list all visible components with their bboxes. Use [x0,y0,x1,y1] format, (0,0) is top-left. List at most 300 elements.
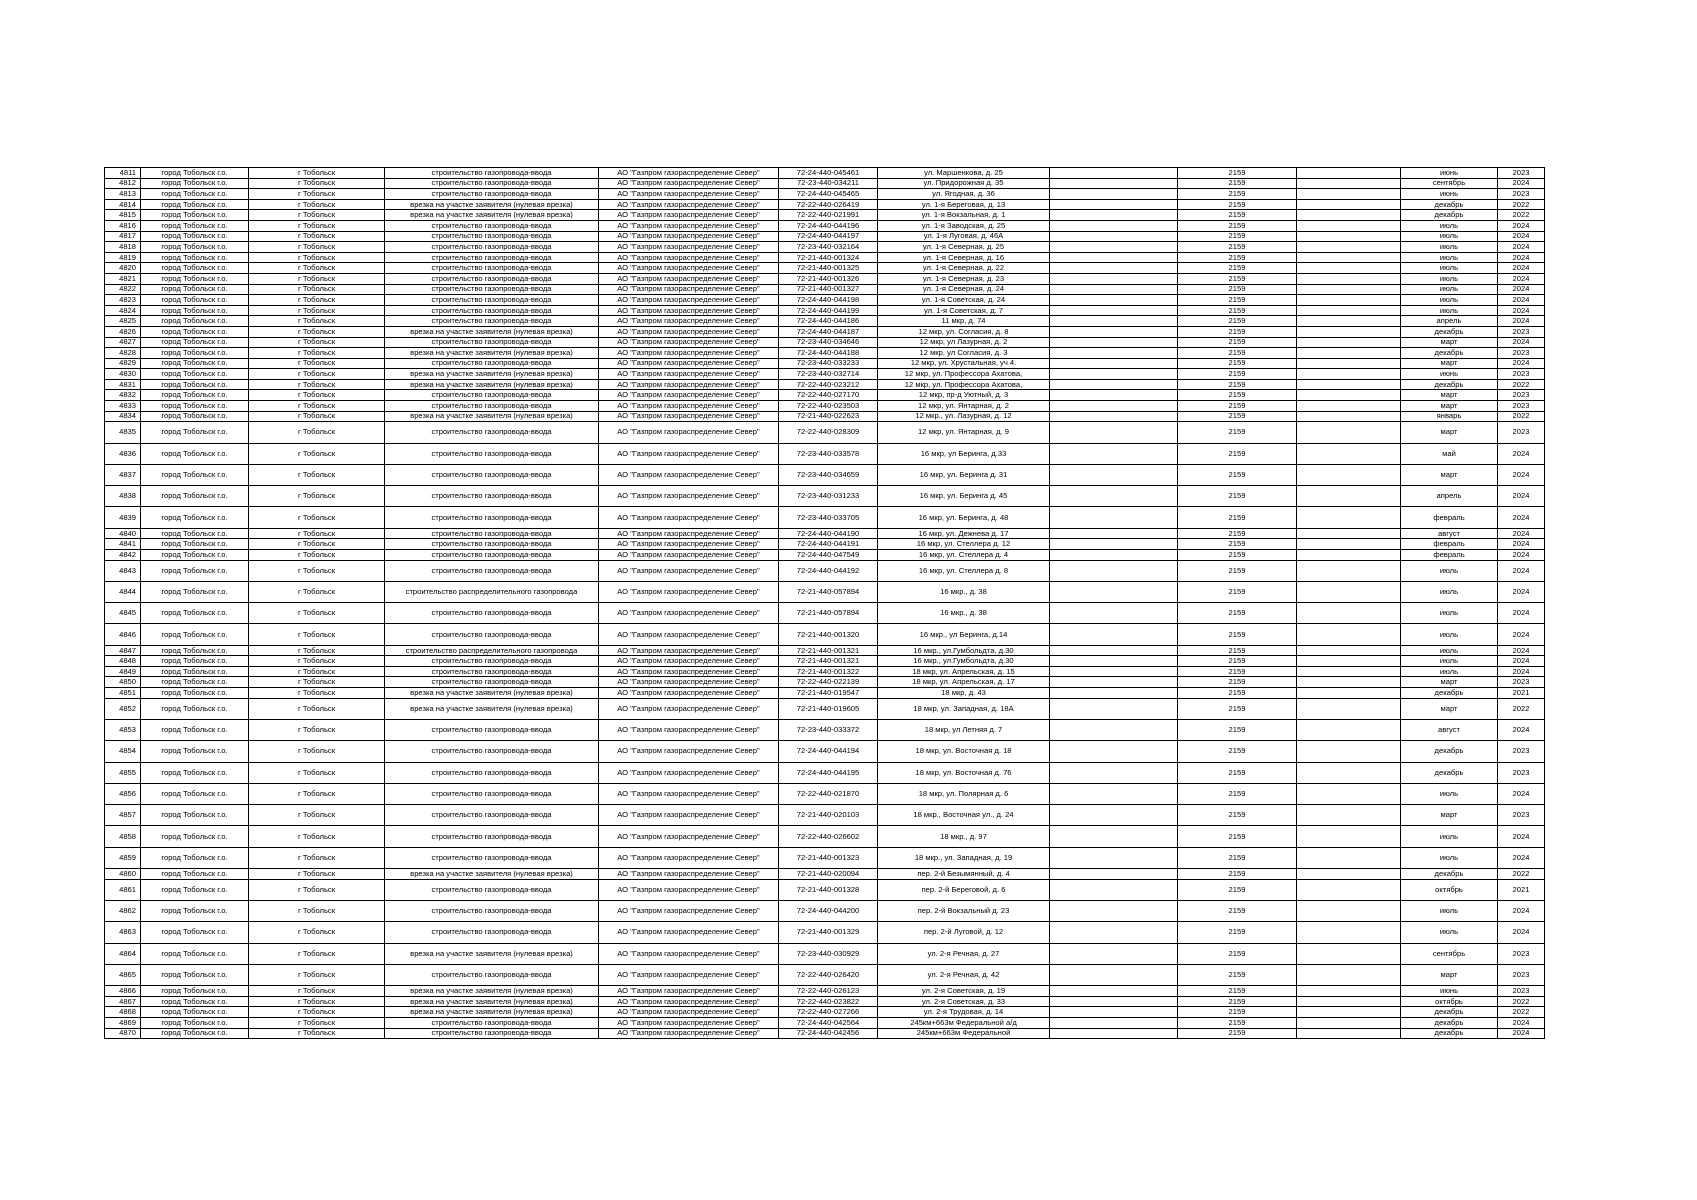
address-cell: ул. 1-я Береговая, д. 13 [878,199,1050,210]
month-cell: июнь [1401,369,1498,380]
year-cell: 2024 [1498,263,1545,274]
empty-cell [1297,220,1401,231]
empty-cell [1297,528,1401,539]
code-cell: 2159 [1178,719,1297,740]
table-row [105,666,1545,677]
municipality-cell: город Тобольск г.о. [141,358,249,369]
address-cell: пер. 2-й Вокзальный д. 23 [878,900,1050,921]
work-type-cell: врезка на участке заявителя (нулевая врезка) [385,688,599,699]
empty-cell [1050,581,1178,602]
year-cell: 2024 [1498,231,1545,242]
address-cell: 12 мкр, ул. Янтарная, д. 2 [878,401,1050,412]
row-number: 4812 [105,178,141,189]
organization-cell: АО "Газпром газораспределение Север" [599,1017,779,1028]
table-row [105,645,1545,656]
row-number: 4840 [105,528,141,539]
municipality-cell: город Тобольск г.о. [141,189,249,200]
organization-cell: АО "Газпром газораспределение Север" [599,847,779,868]
work-type-cell: врезка на участке заявителя (нулевая врезка) [385,986,599,997]
code-cell: 2159 [1178,603,1297,624]
empty-cell [1050,986,1178,997]
city-cell: г Тобольск [249,656,385,667]
city-cell: г Тобольск [249,698,385,719]
work-type-cell: строительство газопровода-ввода [385,805,599,826]
application-number-cell: 72-22-440-027266 [779,1007,878,1018]
municipality-cell: город Тобольск г.о. [141,719,249,740]
municipality-cell: город Тобольск г.о. [141,464,249,485]
organization-cell: АО "Газпром газораспределение Север" [599,284,779,295]
code-cell: 2159 [1178,645,1297,656]
month-cell: февраль [1401,549,1498,560]
municipality-cell: город Тобольск г.о. [141,305,249,316]
month-cell: август [1401,528,1498,539]
application-number-cell: 72-21-440-001325 [779,263,878,274]
empty-cell [1050,295,1178,306]
month-cell: июль [1401,656,1498,667]
municipality-cell: город Тобольск г.о. [141,273,249,284]
application-number-cell: 72-22-440-026123 [779,986,878,997]
month-cell: декабрь [1401,379,1498,390]
city-cell: г Тобольск [249,1028,385,1039]
work-type-cell: врезка на участке заявителя (нулевая врезка) [385,199,599,210]
address-cell: 18 мкр., д. 97 [878,826,1050,847]
address-cell: 16 мкр, ул. Стеллера д. 4 [878,549,1050,560]
municipality-cell: город Тобольск г.о. [141,560,249,581]
row-number: 4830 [105,369,141,380]
city-cell: г Тобольск [249,624,385,645]
address-cell: 16 мкр, ул. Беринга, д. 48 [878,507,1050,528]
work-type-cell: строительство газопровода-ввода [385,603,599,624]
row-number: 4833 [105,401,141,412]
work-type-cell: строительство газопровода-ввода [385,666,599,677]
address-cell: 16 мкр., д. 38 [878,581,1050,602]
code-cell: 2159 [1178,900,1297,921]
work-type-cell: строительство газопровода-ввода [385,178,599,189]
year-cell: 2022 [1498,698,1545,719]
table-row [105,581,1545,602]
organization-cell: АО "Газпром газораспределение Север" [599,295,779,306]
municipality-cell: город Тобольск г.о. [141,922,249,943]
empty-cell [1297,401,1401,412]
month-cell: июль [1401,273,1498,284]
month-cell: июль [1401,900,1498,921]
empty-cell [1050,486,1178,507]
empty-cell [1297,1017,1401,1028]
municipality-cell: город Тобольск г.о. [141,656,249,667]
empty-cell [1297,305,1401,316]
address-cell: пер. 2-й Луговой, д. 12 [878,922,1050,943]
application-number-cell: 72-24-440-042456 [779,1028,878,1039]
table-row [105,210,1545,221]
year-cell: 2024 [1498,624,1545,645]
code-cell: 2159 [1178,688,1297,699]
city-cell: г Тобольск [249,443,385,464]
month-cell: июль [1401,560,1498,581]
month-cell: декабрь [1401,741,1498,762]
work-type-cell: строительство газопровода-ввода [385,528,599,539]
empty-cell [1050,231,1178,242]
work-type-cell: строительство газопровода-ввода [385,464,599,485]
city-cell: г Тобольск [249,337,385,348]
empty-cell [1297,231,1401,242]
city-cell: г Тобольск [249,805,385,826]
month-cell: июль [1401,826,1498,847]
spreadsheet-page [104,167,1544,1039]
work-type-cell: врезка на участке заявителя (нулевая врезка) [385,1007,599,1018]
address-cell: ул. 1-я Вокзальная, д. 1 [878,210,1050,221]
municipality-cell: город Тобольск г.о. [141,826,249,847]
row-number: 4859 [105,847,141,868]
application-number-cell: 72-21-440-001328 [779,879,878,900]
table-row [105,1017,1545,1028]
work-type-cell: строительство газопровода-ввода [385,879,599,900]
year-cell: 2024 [1498,464,1545,485]
work-type-cell: врезка на участке заявителя (нулевая врезка) [385,379,599,390]
code-cell: 2159 [1178,656,1297,667]
municipality-cell: город Тобольск г.о. [141,1017,249,1028]
code-cell: 2159 [1178,528,1297,539]
organization-cell: АО "Газпром газораспределение Север" [599,539,779,550]
address-cell: 18 мкр., ул. Западная, д. 19 [878,847,1050,868]
month-cell: март [1401,337,1498,348]
table-row [105,507,1545,528]
row-number: 4860 [105,869,141,880]
organization-cell: АО "Газпром газораспределение Север" [599,379,779,390]
city-cell: г Тобольск [249,560,385,581]
month-cell: апрель [1401,486,1498,507]
code-cell: 2159 [1178,295,1297,306]
address-cell: 18 мкр., Восточная ул., д. 24 [878,805,1050,826]
code-cell: 2159 [1178,252,1297,263]
application-number-cell: 72-23-440-030929 [779,943,878,964]
municipality-cell: город Тобольск г.о. [141,252,249,263]
municipality-cell: город Тобольск г.о. [141,847,249,868]
row-number: 4869 [105,1017,141,1028]
table-row [105,411,1545,422]
row-number: 4820 [105,263,141,274]
work-type-cell: врезка на участке заявителя (нулевая врезка) [385,411,599,422]
empty-cell [1297,326,1401,337]
application-number-cell: 72-24-440-044199 [779,305,878,316]
empty-cell [1050,688,1178,699]
month-cell: июль [1401,252,1498,263]
municipality-cell: город Тобольск г.о. [141,178,249,189]
empty-cell [1050,964,1178,985]
application-number-cell: 72-21-440-001321 [779,656,878,667]
year-cell: 2024 [1498,178,1545,189]
municipality-cell: город Тобольск г.о. [141,986,249,997]
work-type-cell: строительство газопровода-ввода [385,549,599,560]
table-row [105,677,1545,688]
municipality-cell: город Тобольск г.о. [141,539,249,550]
application-number-cell: 72-21-440-019547 [779,688,878,699]
city-cell: г Тобольск [249,507,385,528]
table-row [105,348,1545,359]
year-cell: 2023 [1498,326,1545,337]
table-row [105,688,1545,699]
empty-cell [1050,178,1178,189]
year-cell: 2024 [1498,305,1545,316]
address-cell: 12 мкр, ул Согласия, д. 3 [878,348,1050,359]
year-cell: 2023 [1498,401,1545,412]
code-cell: 2159 [1178,284,1297,295]
municipality-cell: город Тобольск г.о. [141,295,249,306]
empty-cell [1297,422,1401,443]
work-type-cell: строительство газопровода-ввода [385,677,599,688]
code-cell: 2159 [1178,677,1297,688]
municipality-cell: город Тобольск г.о. [141,996,249,1007]
organization-cell: АО "Газпром газораспределение Север" [599,964,779,985]
city-cell: г Тобольск [249,677,385,688]
organization-cell: АО "Газпром газораспределение Север" [599,624,779,645]
municipality-cell: город Тобольск г.о. [141,263,249,274]
empty-cell [1050,1028,1178,1039]
application-number-cell: 72-23-440-032714 [779,369,878,380]
code-cell: 2159 [1178,305,1297,316]
month-cell: декабрь [1401,869,1498,880]
year-cell: 2024 [1498,1028,1545,1039]
row-number: 4835 [105,422,141,443]
empty-cell [1297,379,1401,390]
code-cell: 2159 [1178,1017,1297,1028]
table-row [105,624,1545,645]
empty-cell [1050,783,1178,804]
address-cell: 245км+663м Федеральной [878,1028,1050,1039]
application-number-cell: 72-24-440-044194 [779,741,878,762]
code-cell: 2159 [1178,369,1297,380]
address-cell: ул. 1-я Советская, д. 7 [878,305,1050,316]
work-type-cell: строительство газопровода-ввода [385,358,599,369]
empty-cell [1297,826,1401,847]
work-type-cell: строительство газопровода-ввода [385,922,599,943]
work-type-cell: строительство газопровода-ввода [385,507,599,528]
code-cell: 2159 [1178,189,1297,200]
table-row [105,443,1545,464]
code-cell: 2159 [1178,379,1297,390]
empty-cell [1297,698,1401,719]
municipality-cell: город Тобольск г.о. [141,443,249,464]
empty-cell [1050,1007,1178,1018]
empty-cell [1297,273,1401,284]
data-table [104,167,1545,1039]
work-type-cell: врезка на участке заявителя (нулевая врезка) [385,369,599,380]
row-number: 4852 [105,698,141,719]
empty-cell [1050,549,1178,560]
code-cell: 2159 [1178,826,1297,847]
empty-cell [1297,922,1401,943]
empty-cell [1297,242,1401,253]
organization-cell: АО "Газпром газораспределение Север" [599,603,779,624]
year-cell: 2024 [1498,486,1545,507]
row-number: 4858 [105,826,141,847]
city-cell: г Тобольск [249,231,385,242]
empty-cell [1297,560,1401,581]
organization-cell: АО "Газпром газораспределение Север" [599,805,779,826]
address-cell: 18 мкр, ул. Восточная д. 18 [878,741,1050,762]
address-cell: 16 мкр, ул. Беринга д. 45 [878,486,1050,507]
row-number: 4847 [105,645,141,656]
city-cell: г Тобольск [249,220,385,231]
row-number: 4829 [105,358,141,369]
row-number: 4837 [105,464,141,485]
row-number: 4865 [105,964,141,985]
application-number-cell: 72-22-440-027170 [779,390,878,401]
month-cell: октябрь [1401,879,1498,900]
city-cell: г Тобольск [249,879,385,900]
address-cell: ул. 1-я Северная, д. 24 [878,284,1050,295]
code-cell: 2159 [1178,326,1297,337]
empty-cell [1050,603,1178,624]
empty-cell [1297,1028,1401,1039]
row-number: 4855 [105,762,141,783]
organization-cell: АО "Газпром газораспределение Север" [599,464,779,485]
address-cell: 18 мкр, ул Летняя д. 7 [878,719,1050,740]
month-cell: июнь [1401,189,1498,200]
year-cell: 2024 [1498,900,1545,921]
empty-cell [1050,698,1178,719]
month-cell: сентябрь [1401,943,1498,964]
year-cell: 2021 [1498,688,1545,699]
application-number-cell: 72-22-440-023212 [779,379,878,390]
city-cell: г Тобольск [249,273,385,284]
table-row [105,900,1545,921]
address-cell: 16 мкр, ул. Дежнева д. 17 [878,528,1050,539]
empty-cell [1050,273,1178,284]
city-cell: г Тобольск [249,847,385,868]
table-row [105,263,1545,274]
address-cell: 16 мкр, ул. Стеллера д. 12 [878,539,1050,550]
month-cell: июнь [1401,986,1498,997]
empty-cell [1050,900,1178,921]
empty-cell [1050,805,1178,826]
row-number: 4832 [105,390,141,401]
year-cell: 2024 [1498,581,1545,602]
year-cell: 2024 [1498,273,1545,284]
empty-cell [1297,783,1401,804]
month-cell: декабрь [1401,1028,1498,1039]
city-cell: г Тобольск [249,284,385,295]
organization-cell: АО "Газпром газораспределение Север" [599,1028,779,1039]
empty-cell [1297,337,1401,348]
code-cell: 2159 [1178,464,1297,485]
city-cell: г Тобольск [249,666,385,677]
year-cell: 2023 [1498,422,1545,443]
organization-cell: АО "Газпром газораспределение Север" [599,486,779,507]
year-cell: 2023 [1498,805,1545,826]
work-type-cell: строительство газопровода-ввода [385,539,599,550]
address-cell: 18 мкр, ул. Апрельская, д. 17 [878,677,1050,688]
code-cell: 2159 [1178,390,1297,401]
address-cell: 245км+663м Федеральной а/д [878,1017,1050,1028]
application-number-cell: 72-23-440-034659 [779,464,878,485]
table-row [105,1028,1545,1039]
city-cell: г Тобольск [249,486,385,507]
empty-cell [1050,443,1178,464]
empty-cell [1050,369,1178,380]
month-cell: июль [1401,666,1498,677]
municipality-cell: город Тобольск г.о. [141,805,249,826]
table-row [105,369,1545,380]
month-cell: январь [1401,411,1498,422]
row-number: 4814 [105,199,141,210]
application-number-cell: 72-21-440-001329 [779,922,878,943]
month-cell: март [1401,805,1498,826]
municipality-cell: город Тобольск г.о. [141,210,249,221]
table-row [105,199,1545,210]
work-type-cell: строительство газопровода-ввода [385,762,599,783]
organization-cell: АО "Газпром газораспределение Север" [599,231,779,242]
work-type-cell: строительство газопровода-ввода [385,220,599,231]
work-type-cell: строительство газопровода-ввода [385,189,599,200]
year-cell: 2023 [1498,168,1545,179]
month-cell: июль [1401,305,1498,316]
empty-cell [1050,869,1178,880]
table-row [105,656,1545,667]
address-cell: 12 мкр, пр-д Уютный, д. 3 [878,390,1050,401]
table-row [105,316,1545,327]
empty-cell [1050,305,1178,316]
row-number: 4838 [105,486,141,507]
month-cell: май [1401,443,1498,464]
city-cell: г Тобольск [249,869,385,880]
empty-cell [1050,719,1178,740]
application-number-cell: 72-23-440-033578 [779,443,878,464]
address-cell: 18 мкр, ул. Полярная д. 6 [878,783,1050,804]
code-cell: 2159 [1178,411,1297,422]
code-cell: 2159 [1178,762,1297,783]
application-number-cell: 72-24-440-044188 [779,348,878,359]
organization-cell: АО "Газпром газораспределение Север" [599,688,779,699]
work-type-cell: врезка на участке заявителя (нулевая врезка) [385,996,599,1007]
empty-cell [1297,443,1401,464]
address-cell: 12 мкр, ул. Профессора Ахатова, [878,369,1050,380]
empty-cell [1297,603,1401,624]
month-cell: март [1401,401,1498,412]
municipality-cell: город Тобольск г.о. [141,422,249,443]
empty-cell [1297,549,1401,560]
code-cell: 2159 [1178,698,1297,719]
empty-cell [1297,168,1401,179]
organization-cell: АО "Газпром газораспределение Север" [599,401,779,412]
organization-cell: АО "Газпром газораспределение Север" [599,698,779,719]
work-type-cell: врезка на участке заявителя (нулевая врезка) [385,326,599,337]
month-cell: июль [1401,847,1498,868]
empty-cell [1050,826,1178,847]
application-number-cell: 72-21-440-019605 [779,698,878,719]
organization-cell: АО "Газпром газораспределение Север" [599,677,779,688]
row-number: 4813 [105,189,141,200]
code-cell: 2159 [1178,805,1297,826]
empty-cell [1297,879,1401,900]
empty-cell [1297,316,1401,327]
month-cell: декабрь [1401,199,1498,210]
work-type-cell: строительство газопровода-ввода [385,1028,599,1039]
address-cell: 18 мкр, ул. Апрельская, д. 15 [878,666,1050,677]
city-cell: г Тобольск [249,645,385,656]
municipality-cell: город Тобольск г.о. [141,337,249,348]
empty-cell [1050,348,1178,359]
empty-cell [1050,168,1178,179]
empty-cell [1297,539,1401,550]
organization-cell: АО "Газпром газораспределение Север" [599,783,779,804]
code-cell: 2159 [1178,231,1297,242]
table-row [105,549,1545,560]
empty-cell [1297,869,1401,880]
year-cell: 2022 [1498,379,1545,390]
table-row [105,326,1545,337]
table-row [105,252,1545,263]
table-body [105,168,1545,1039]
